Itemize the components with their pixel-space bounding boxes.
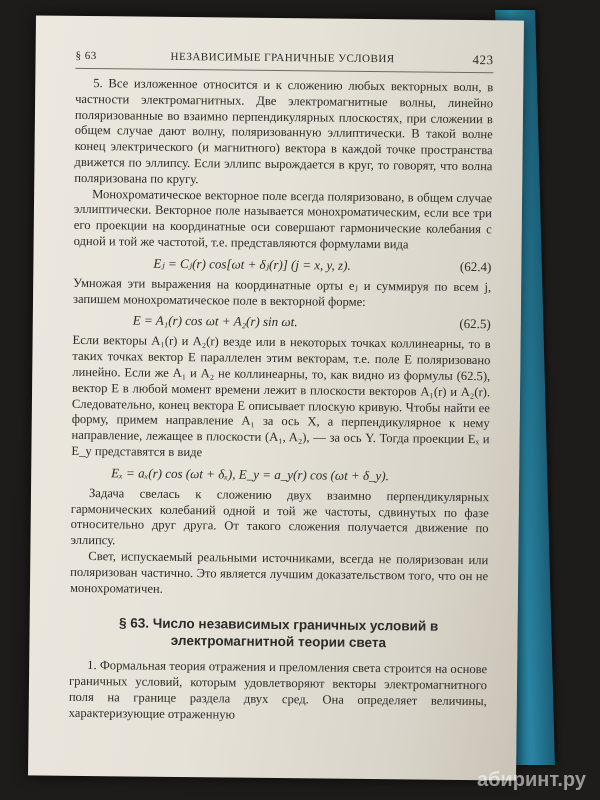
paragraph: Если векторы A₁(r) и A₂(r) везде или в некоторых точках коллинеарны, то в таких точках вектор E параллелен этим векторам, т.е. поле E поляризовано линейно. Если же A₁ и A₂ не коллинеарны, то, как видно из формулы (62.5), вектор E в любой момент времени лежит в плоскости векторов A₁(r) и A₂(r). Следовательно, конец вектора E описывает плоскую кривую. Чтобы найти ее форму, примем направление A₁ за ось X, а перпендикулярное к нему направление, лежащее в плоскости (A₁, A₂), — за ось Y. Тогда проекции Eₓ и E_y представятся в виде: [71, 333, 491, 460]
formula-text: Eⱼ = Cⱼ(r) cos[ωt + δⱼ(r)] (j = x, y, z).: [153, 255, 351, 273]
equation-number: (62.5): [459, 316, 491, 332]
paragraph: Свет, испускаемый реальными источниками, всегда не поляризован или поляризован частично. Это является лучшим доказательством того, что он не монохроматичен.: [69, 548, 489, 596]
page-content: [69, 76, 494, 726]
paragraph: 5. Все изложенное относится и к сложению любых векторных волн, в частности электромагнитных. Две электромагнитные волны, линейно поляризованные во взаимно перпендикулярных плоскостях, при сложении в общем случае дают волну, поляризованную эллиптически. В такой волне конец электрического (и магнитного) вектора в каждой точке пространства движется по эллипсу. Если эллипс вырождается в круг, то говорят, что волна поляризована по кругу.: [74, 76, 494, 186]
formula-text: Eₓ = aₓ(r) cos (ωt + δₓ), E_y = a_y(r) cos (ωt + δ_y).: [111, 465, 389, 483]
book-page: [28, 15, 524, 780]
page-header: [75, 46, 493, 73]
formula-text: E = A₁(r) cos ωt + A₂(r) sin ωt.: [132, 312, 298, 330]
formula-62-5: [73, 309, 491, 335]
page-number: 423: [472, 52, 494, 68]
formula-62-4: [73, 252, 491, 278]
section-title: § 63. Число независимых граничных условий в электромагнитной теории света: [118, 615, 439, 651]
paragraph: 1. Формальная теория отражения и преломления света строится на основе граничных условий, которым удовлетворяют векторы электромагнитного поля на границе раздела двух сред. Она определяет величины, характеризующие отраженную: [68, 658, 488, 722]
paragraph: Задача свелась к сложению двух взаимно перпендикулярных гармонических колебаний одной и той же частоты, сдвинутых по фазе относительно друг друга. От такого сложения получается движение по эллипсу.: [70, 485, 490, 548]
formula-projections: [71, 462, 489, 488]
equation-number: (62.4): [459, 258, 492, 275]
watermark: абиринт.ру: [476, 769, 586, 791]
header-running-title: НЕЗАВИСИМЫЕ ГРАНИЧНЫЕ УСЛОВИЯ: [170, 50, 395, 66]
paragraph: Монохроматическое векторное поле всегда поляризовано, в общем случае эллиптически. Векторное поле называется монохроматическим, если все три его проекции на координатные оси совершают гармонические колебания с одной и той же частотой, т.е. представляются формулами вида: [73, 186, 493, 252]
paragraph: Умножая эти выражения на координатные орты eⱼ и суммируя по всем j, запишем монохроматическое поле в векторной форме:: [72, 275, 492, 309]
header-section: § 63: [75, 49, 97, 63]
